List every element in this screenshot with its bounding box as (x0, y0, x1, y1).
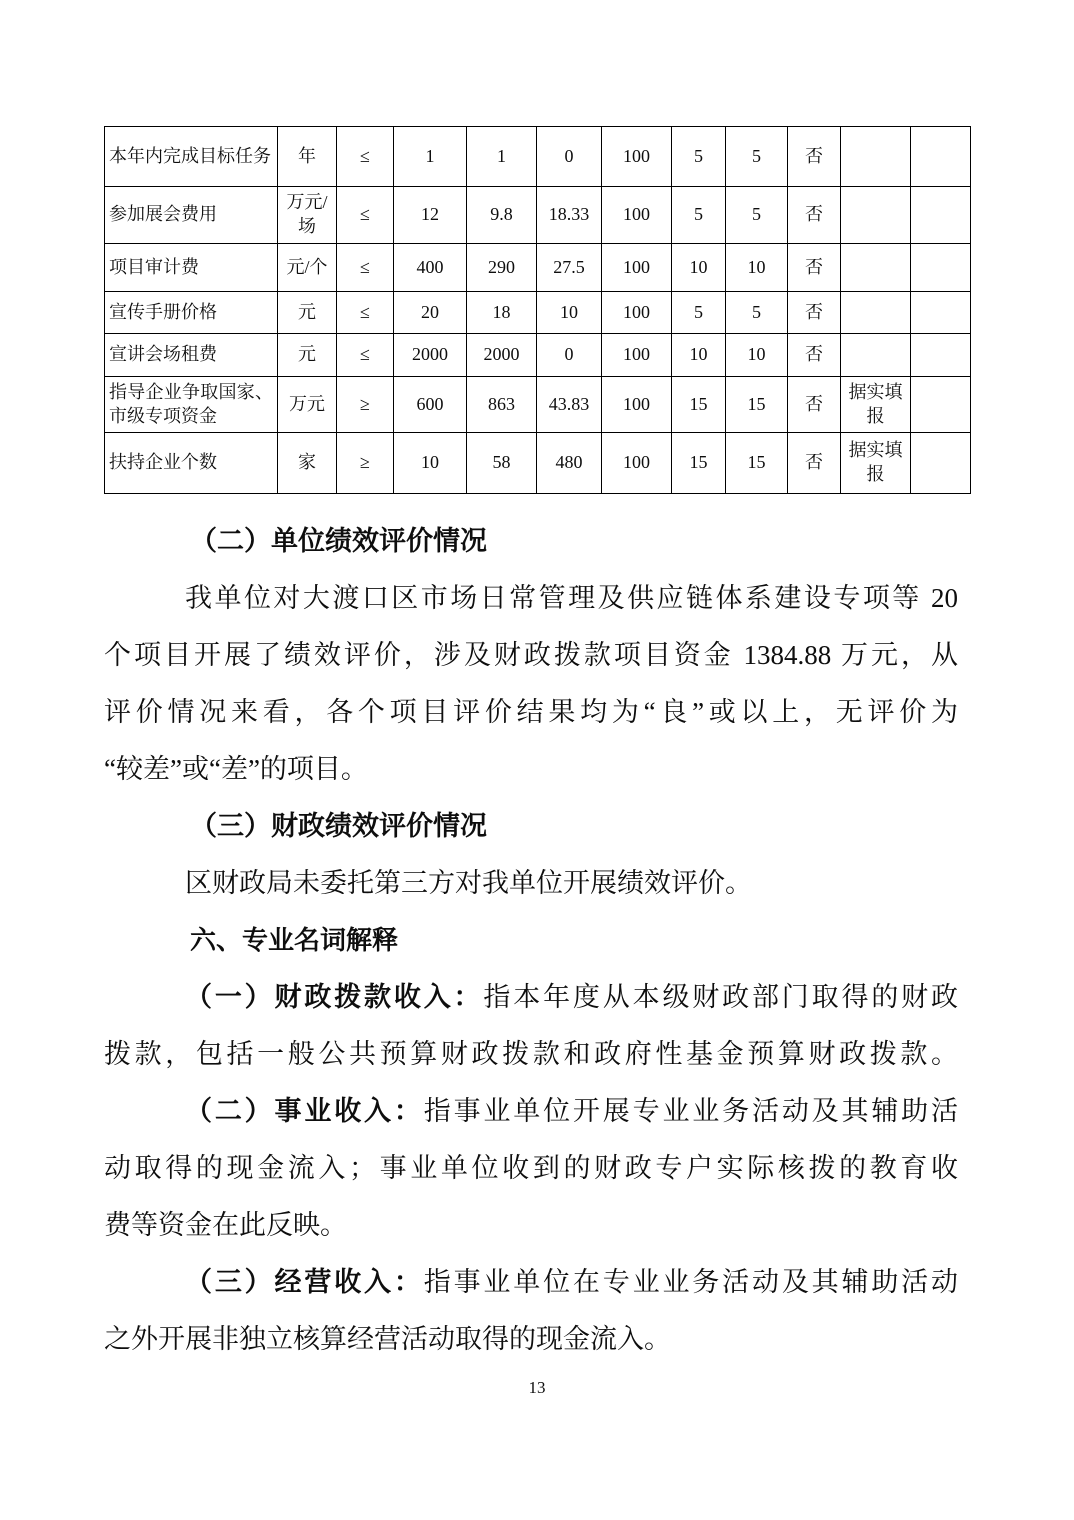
cell-adjusted: 否 (788, 334, 841, 377)
cell-score-rate: 100 (602, 377, 672, 433)
cell-op: ≤ (337, 127, 394, 187)
cell-blank (911, 292, 971, 334)
cell-name: 本年内完成目标任务 (105, 127, 278, 187)
text-line: 拨款，包括一般公共预算财政拨款和政府性基金预算财政拨款。 (104, 1039, 958, 1069)
cell-deviation: 18.33 (537, 187, 602, 244)
cell-op: ≤ (337, 187, 394, 244)
cell-adjusted: 否 (788, 127, 841, 187)
cell-actual: 863 (467, 377, 537, 433)
cell-target: 10 (394, 433, 467, 494)
table-row (105, 292, 971, 334)
text-run: 指本年度从本级财政部门取得的财政 (483, 982, 959, 1012)
cell-deviation: 0 (537, 127, 602, 187)
cell-blank (911, 433, 971, 494)
cell-name: 参加展会费用 (105, 187, 278, 244)
cell-note (841, 187, 911, 244)
cell-weight: 15 (672, 377, 726, 433)
cell-weight: 5 (672, 127, 726, 187)
text-line: “较差”或“差”的项目。 (104, 754, 368, 784)
cell-op: ≤ (337, 292, 394, 334)
cell-unit: 元 (278, 334, 337, 377)
performance-indicator-table (104, 126, 971, 494)
cell-score-rate: 100 (602, 244, 672, 292)
cell-target: 20 (394, 292, 467, 334)
cell-score: 15 (726, 377, 788, 433)
cell-actual: 2000 (467, 334, 537, 377)
cell-note: 据实填报 (841, 433, 911, 494)
cell-actual: 9.8 (467, 187, 537, 244)
table-row (105, 187, 971, 244)
cell-actual: 1 (467, 127, 537, 187)
text-line: 区财政局未委托第三方对我单位开展绩效评价。 (185, 868, 752, 898)
table-row (105, 377, 971, 433)
cell-score: 10 (726, 244, 788, 292)
cell-actual: 18 (467, 292, 537, 334)
cell-score-rate: 100 (602, 187, 672, 244)
cell-note (841, 244, 911, 292)
cell-note (841, 127, 911, 187)
section-heading: （三）财政绩效评价情况 (190, 811, 487, 841)
cell-op: ≤ (337, 334, 394, 377)
cell-op: ≥ (337, 377, 394, 433)
cell-score: 5 (726, 292, 788, 334)
cell-blank (911, 244, 971, 292)
cell-unit: 万元/场 (278, 187, 337, 244)
cell-weight: 10 (672, 244, 726, 292)
text-line: 评价情况来看，各个项目评价结果均为“良”或以上，无评价为 (104, 697, 958, 727)
page-number: 13 (528, 1378, 546, 1397)
cell-score-rate: 100 (602, 127, 672, 187)
cell-actual: 290 (467, 244, 537, 292)
cell-target: 2000 (394, 334, 467, 377)
text-run: 指事业单位在专业业务活动及其辅助活动 (423, 1267, 959, 1297)
cell-blank (911, 334, 971, 377)
text-line (104, 1254, 958, 1311)
cell-target: 400 (394, 244, 467, 292)
cell-deviation: 480 (537, 433, 602, 494)
cell-unit: 年 (278, 127, 337, 187)
text-line: 个项目开展了绩效评价，涉及财政拨款项目资金 1384.88 万元，从 (104, 640, 958, 670)
cell-score: 10 (726, 334, 788, 377)
section-heading: 六、专业名词解释 (190, 925, 399, 955)
text-line: 我单位对大渡口区市场日常管理及供应链体系建设专项等 20 (185, 583, 958, 613)
table-row (105, 334, 971, 377)
cell-weight: 15 (672, 433, 726, 494)
cell-note (841, 334, 911, 377)
cell-score-rate: 100 (602, 292, 672, 334)
cell-adjusted: 否 (788, 292, 841, 334)
cell-blank (911, 127, 971, 187)
bold-term-lead: （二）事业收入： (185, 1096, 424, 1126)
cell-name: 扶持企业个数 (105, 433, 278, 494)
cell-deviation: 10 (537, 292, 602, 334)
cell-name: 宣传手册价格 (105, 292, 278, 334)
cell-weight: 5 (672, 187, 726, 244)
cell-score-rate: 100 (602, 433, 672, 494)
cell-unit: 家 (278, 433, 337, 494)
cell-op: ≤ (337, 244, 394, 292)
text-line (104, 969, 958, 1026)
cell-unit: 元/个 (278, 244, 337, 292)
cell-name: 宣讲会场租费 (105, 334, 278, 377)
cell-target: 1 (394, 127, 467, 187)
cell-blank (911, 377, 971, 433)
cell-deviation: 0 (537, 334, 602, 377)
table-row (105, 244, 971, 292)
cell-deviation: 43.83 (537, 377, 602, 433)
cell-actual: 58 (467, 433, 537, 494)
text-line: 费等资金在此反映。 (104, 1210, 347, 1240)
cell-score: 15 (726, 433, 788, 494)
table-row (105, 127, 971, 187)
text-line: 之外开展非独立核算经营活动取得的现金流入。 (104, 1324, 671, 1354)
cell-deviation: 27.5 (537, 244, 602, 292)
cell-note (841, 292, 911, 334)
text-run: 指事业单位开展专业业务活动及其辅助活 (423, 1096, 959, 1126)
cell-note: 据实填报 (841, 377, 911, 433)
cell-adjusted: 否 (788, 377, 841, 433)
cell-weight: 5 (672, 292, 726, 334)
bold-term-lead: （三）经营收入： (185, 1267, 424, 1297)
cell-op: ≥ (337, 433, 394, 494)
cell-target: 12 (394, 187, 467, 244)
bold-term-lead: （一）财政拨款收入： (185, 982, 484, 1012)
cell-score: 5 (726, 127, 788, 187)
cell-score-rate: 100 (602, 334, 672, 377)
cell-name: 指导企业争取国家、市级专项资金 (105, 377, 278, 433)
cell-unit: 元 (278, 292, 337, 334)
cell-weight: 10 (672, 334, 726, 377)
document-body-text (104, 513, 958, 1368)
text-line: 动取得的现金流入；事业单位收到的财政专户实际核拨的教育收 (104, 1153, 958, 1183)
cell-adjusted: 否 (788, 244, 841, 292)
cell-unit: 万元 (278, 377, 337, 433)
cell-target: 600 (394, 377, 467, 433)
text-line (104, 1083, 958, 1140)
cell-blank (911, 187, 971, 244)
performance-indicator-table-body (105, 127, 971, 494)
cell-name: 项目审计费 (105, 244, 278, 292)
section-heading: （二）单位绩效评价情况 (190, 526, 487, 556)
cell-adjusted: 否 (788, 433, 841, 494)
cell-adjusted: 否 (788, 187, 841, 244)
cell-score: 5 (726, 187, 788, 244)
table-row (105, 433, 971, 494)
